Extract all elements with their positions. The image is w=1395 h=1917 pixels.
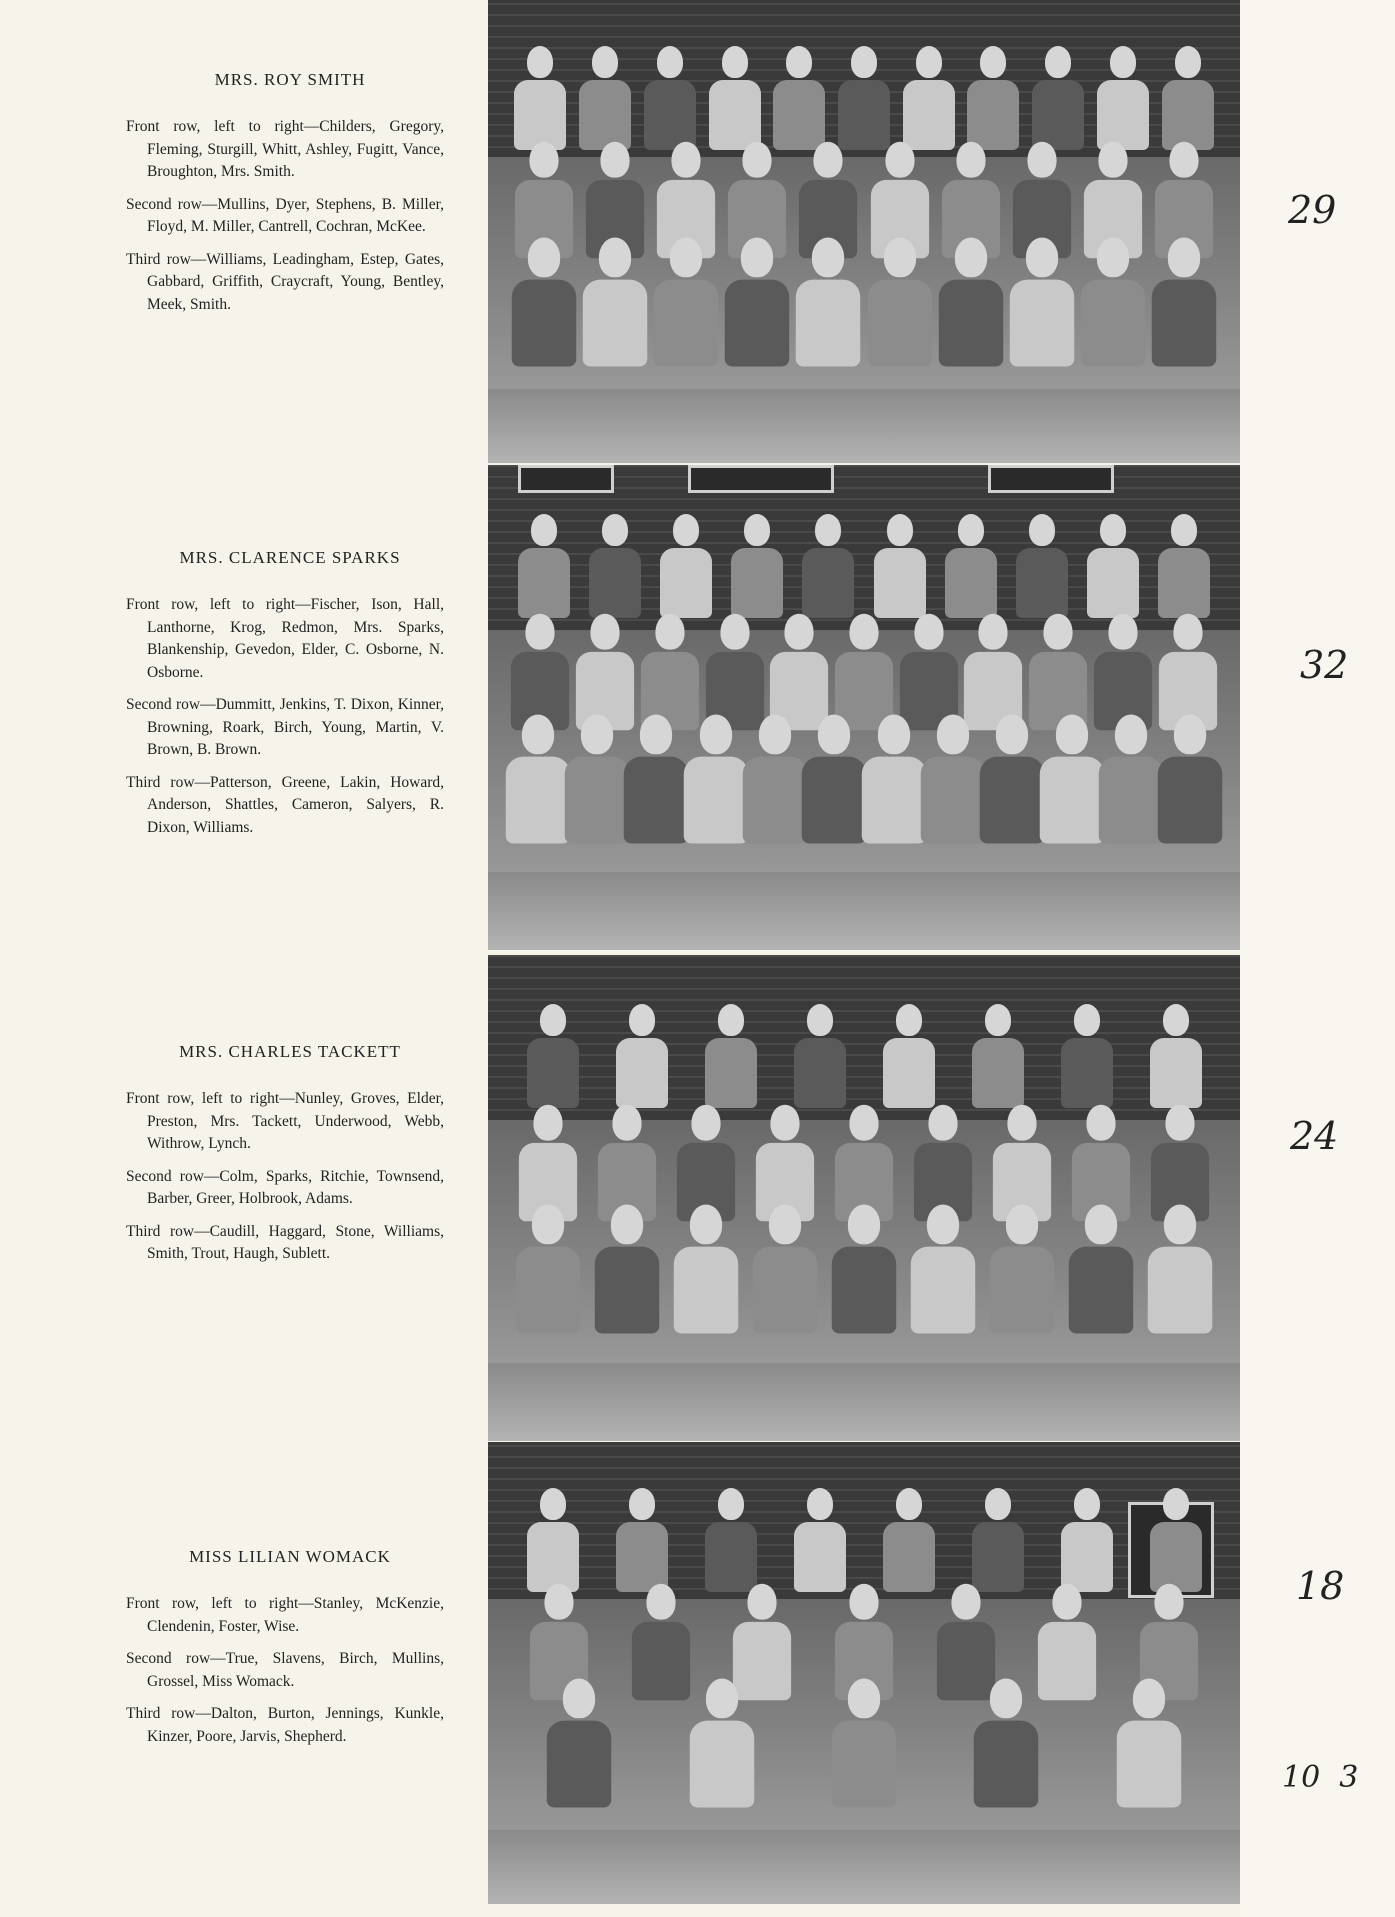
group-figures xyxy=(488,955,1240,1441)
student-figure xyxy=(974,1679,1038,1808)
class-photo-tackett xyxy=(488,955,1240,1441)
roster-row: Third row—Caudill, Haggard, Stone, Williams, Smith, Trout, Haugh, Sublett. xyxy=(126,1222,444,1262)
student-figure xyxy=(1159,614,1217,730)
student-figure xyxy=(861,714,925,843)
roster-row: Second row—Colm, Sparks, Ritchie, Townsend, Barber, Greer, Holbrook, Adams. xyxy=(126,1167,444,1207)
student-figure xyxy=(674,1205,738,1334)
student-figure xyxy=(589,514,641,618)
student-figure xyxy=(1039,714,1103,843)
handwritten-count: 32 xyxy=(1300,643,1349,687)
student-figure xyxy=(654,238,718,367)
student-figure xyxy=(1097,46,1149,150)
student-figure xyxy=(1038,1584,1096,1700)
roster-row: Front row, left to right—Childers, Gregory, Fleming, Sturgill, Whitt, Ashley, Fugitt, Vance, Broughton, Mrs. Smith. xyxy=(126,118,444,180)
roster-row: Second row—Mullins, Dyer, Stephens, B. Miller, Floyd, M. Miller, Cantrell, Cochran, McKee. xyxy=(126,195,444,235)
student-figure xyxy=(511,614,569,730)
student-figure xyxy=(1099,714,1163,843)
class-section-womack xyxy=(0,1442,1359,1917)
student-figure xyxy=(883,1004,935,1108)
student-figure xyxy=(505,714,569,843)
class-section-sparks xyxy=(0,465,1349,952)
student-figure xyxy=(993,1104,1051,1220)
student-figure xyxy=(802,514,854,618)
student-figure xyxy=(1150,1488,1202,1592)
student-figure xyxy=(1152,238,1216,367)
student-figure xyxy=(832,1205,896,1334)
student-figure xyxy=(576,614,634,730)
student-figure xyxy=(709,46,761,150)
roster-row: Second row—Dummitt, Jenkins, T. Dixon, Kinner, Browning, Roark, Birch, Young, Martin, V. Brown, B. Brown. xyxy=(126,696,444,758)
student-figure xyxy=(1072,1104,1130,1220)
class-photo-womack xyxy=(488,1442,1240,1904)
student-figure xyxy=(705,1004,757,1108)
student-figure xyxy=(631,1584,689,1700)
student-figure xyxy=(838,46,890,150)
student-figure xyxy=(514,46,566,150)
student-figure xyxy=(832,1679,896,1808)
caption-smith xyxy=(126,70,444,326)
student-figure xyxy=(1158,714,1222,843)
student-figure xyxy=(624,714,688,843)
teacher-name: MISS LILIAN WOMACK xyxy=(189,1547,391,1566)
student-figure xyxy=(964,614,1022,730)
student-figure xyxy=(911,1205,975,1334)
student-figure xyxy=(677,1104,735,1220)
student-figure xyxy=(773,46,825,150)
student-figure xyxy=(945,514,997,618)
student-figure xyxy=(518,1104,576,1220)
group-figures xyxy=(488,1442,1240,1904)
roster-row: Front row, left to right—Nunley, Groves, Elder, Preston, Mrs. Tackett, Underwood, Webb, Withrow, Lynch. xyxy=(126,1090,444,1152)
student-figure xyxy=(641,614,699,730)
student-figure xyxy=(1032,46,1084,150)
student-figure xyxy=(616,1488,668,1592)
class-photo-sparks xyxy=(488,465,1240,950)
class-photo-smith xyxy=(488,0,1240,463)
student-figure xyxy=(725,238,789,367)
student-figure xyxy=(743,714,807,843)
student-figure xyxy=(731,514,783,618)
group-figures xyxy=(488,0,1240,463)
student-figure xyxy=(914,1104,972,1220)
student-figure xyxy=(1162,46,1214,150)
student-figure xyxy=(753,1205,817,1334)
student-figure xyxy=(903,46,955,150)
roster-row: Third row—Dalton, Burton, Jennings, Kunkle, Kinzer, Poore, Jarvis, Shepherd. xyxy=(126,1705,444,1745)
student-figure xyxy=(990,1205,1054,1334)
student-figure xyxy=(518,514,570,618)
student-figure xyxy=(660,514,712,618)
roster-row: Front row, left to right—Fischer, Ison, Hall, Lanthorne, Krog, Redmon, Mrs. Sparks, Blankenship, Gevedon, Elder, C. Osborne, N. Osborne. xyxy=(126,596,444,681)
handwritten-count: 24 xyxy=(1290,1114,1339,1158)
student-figure xyxy=(756,1104,814,1220)
student-figure xyxy=(921,714,985,843)
student-figure xyxy=(796,238,860,367)
student-figure xyxy=(835,614,893,730)
student-figure xyxy=(1010,238,1074,367)
student-figure xyxy=(980,714,1044,843)
roster-row: Front row, left to right—Stanley, McKenzie, Clendenin, Foster, Wise. xyxy=(126,1595,444,1635)
student-figure xyxy=(705,1488,757,1592)
student-figure xyxy=(1094,614,1152,730)
student-figure xyxy=(644,46,696,150)
teacher-name: MRS. CHARLES TACKETT xyxy=(179,1042,401,1061)
student-figure xyxy=(527,1488,579,1592)
roster-row: Third row—Patterson, Greene, Lakin, Howard, Anderson, Shattles, Cameron, Salyers, R. Dixon, Williams. xyxy=(126,773,444,836)
roster-row: Third row—Williams, Leadingham, Estep, Gates, Gabbard, Griffith, Craycraft, Young, Bentley, Meek, Smith. xyxy=(126,250,444,313)
student-figure xyxy=(579,46,631,150)
student-figure xyxy=(565,714,629,843)
student-figure xyxy=(527,1004,579,1108)
student-figure xyxy=(511,238,575,367)
student-figure xyxy=(1069,1205,1133,1334)
handwritten-count: 18 xyxy=(1296,1564,1345,1608)
caption-tackett xyxy=(126,1042,444,1276)
student-figure xyxy=(515,1205,579,1334)
student-figure xyxy=(616,1004,668,1108)
student-figure xyxy=(547,1679,611,1808)
student-figure xyxy=(794,1488,846,1592)
student-figure xyxy=(705,614,763,730)
student-figure xyxy=(794,1004,846,1108)
student-figure xyxy=(883,1488,935,1592)
handwritten-count: 29 xyxy=(1288,188,1337,232)
student-figure xyxy=(1148,1205,1212,1334)
caption-sparks xyxy=(126,548,444,849)
group-figures xyxy=(488,465,1240,950)
teacher-name: MRS. CLARENCE SPARKS xyxy=(179,548,401,567)
student-figure xyxy=(594,1205,658,1334)
student-figure xyxy=(802,714,866,843)
student-figure xyxy=(770,614,828,730)
student-figure xyxy=(1151,1104,1209,1220)
student-figure xyxy=(1158,514,1210,618)
class-section-smith xyxy=(0,0,1337,465)
student-figure xyxy=(1061,1004,1113,1108)
student-figure xyxy=(1117,1679,1181,1808)
student-figure xyxy=(1029,614,1087,730)
handwritten-note: 10 3 xyxy=(1282,1760,1359,1795)
student-figure xyxy=(583,238,647,367)
student-figure xyxy=(967,46,1019,150)
student-figure xyxy=(874,514,926,618)
student-figure xyxy=(1150,1004,1202,1108)
student-figure xyxy=(1081,238,1145,367)
student-figure xyxy=(972,1488,1024,1592)
student-figure xyxy=(1016,514,1068,618)
class-section-tackett xyxy=(0,952,1339,1442)
student-figure xyxy=(972,1004,1024,1108)
roster-row: Second row—True, Slavens, Birch, Mullins, Grossel, Miss Womack. xyxy=(126,1650,444,1690)
student-figure xyxy=(900,614,958,730)
student-figure xyxy=(683,714,747,843)
caption-womack xyxy=(126,1547,444,1758)
teacher-name: MRS. ROY SMITH xyxy=(214,70,366,89)
student-figure xyxy=(1087,514,1139,618)
student-figure xyxy=(867,238,931,367)
right-margin xyxy=(1240,0,1395,1917)
student-figure xyxy=(835,1104,893,1220)
student-figure xyxy=(689,1679,753,1808)
student-figure xyxy=(939,238,1003,367)
student-figure xyxy=(598,1104,656,1220)
student-figure xyxy=(1061,1488,1113,1592)
